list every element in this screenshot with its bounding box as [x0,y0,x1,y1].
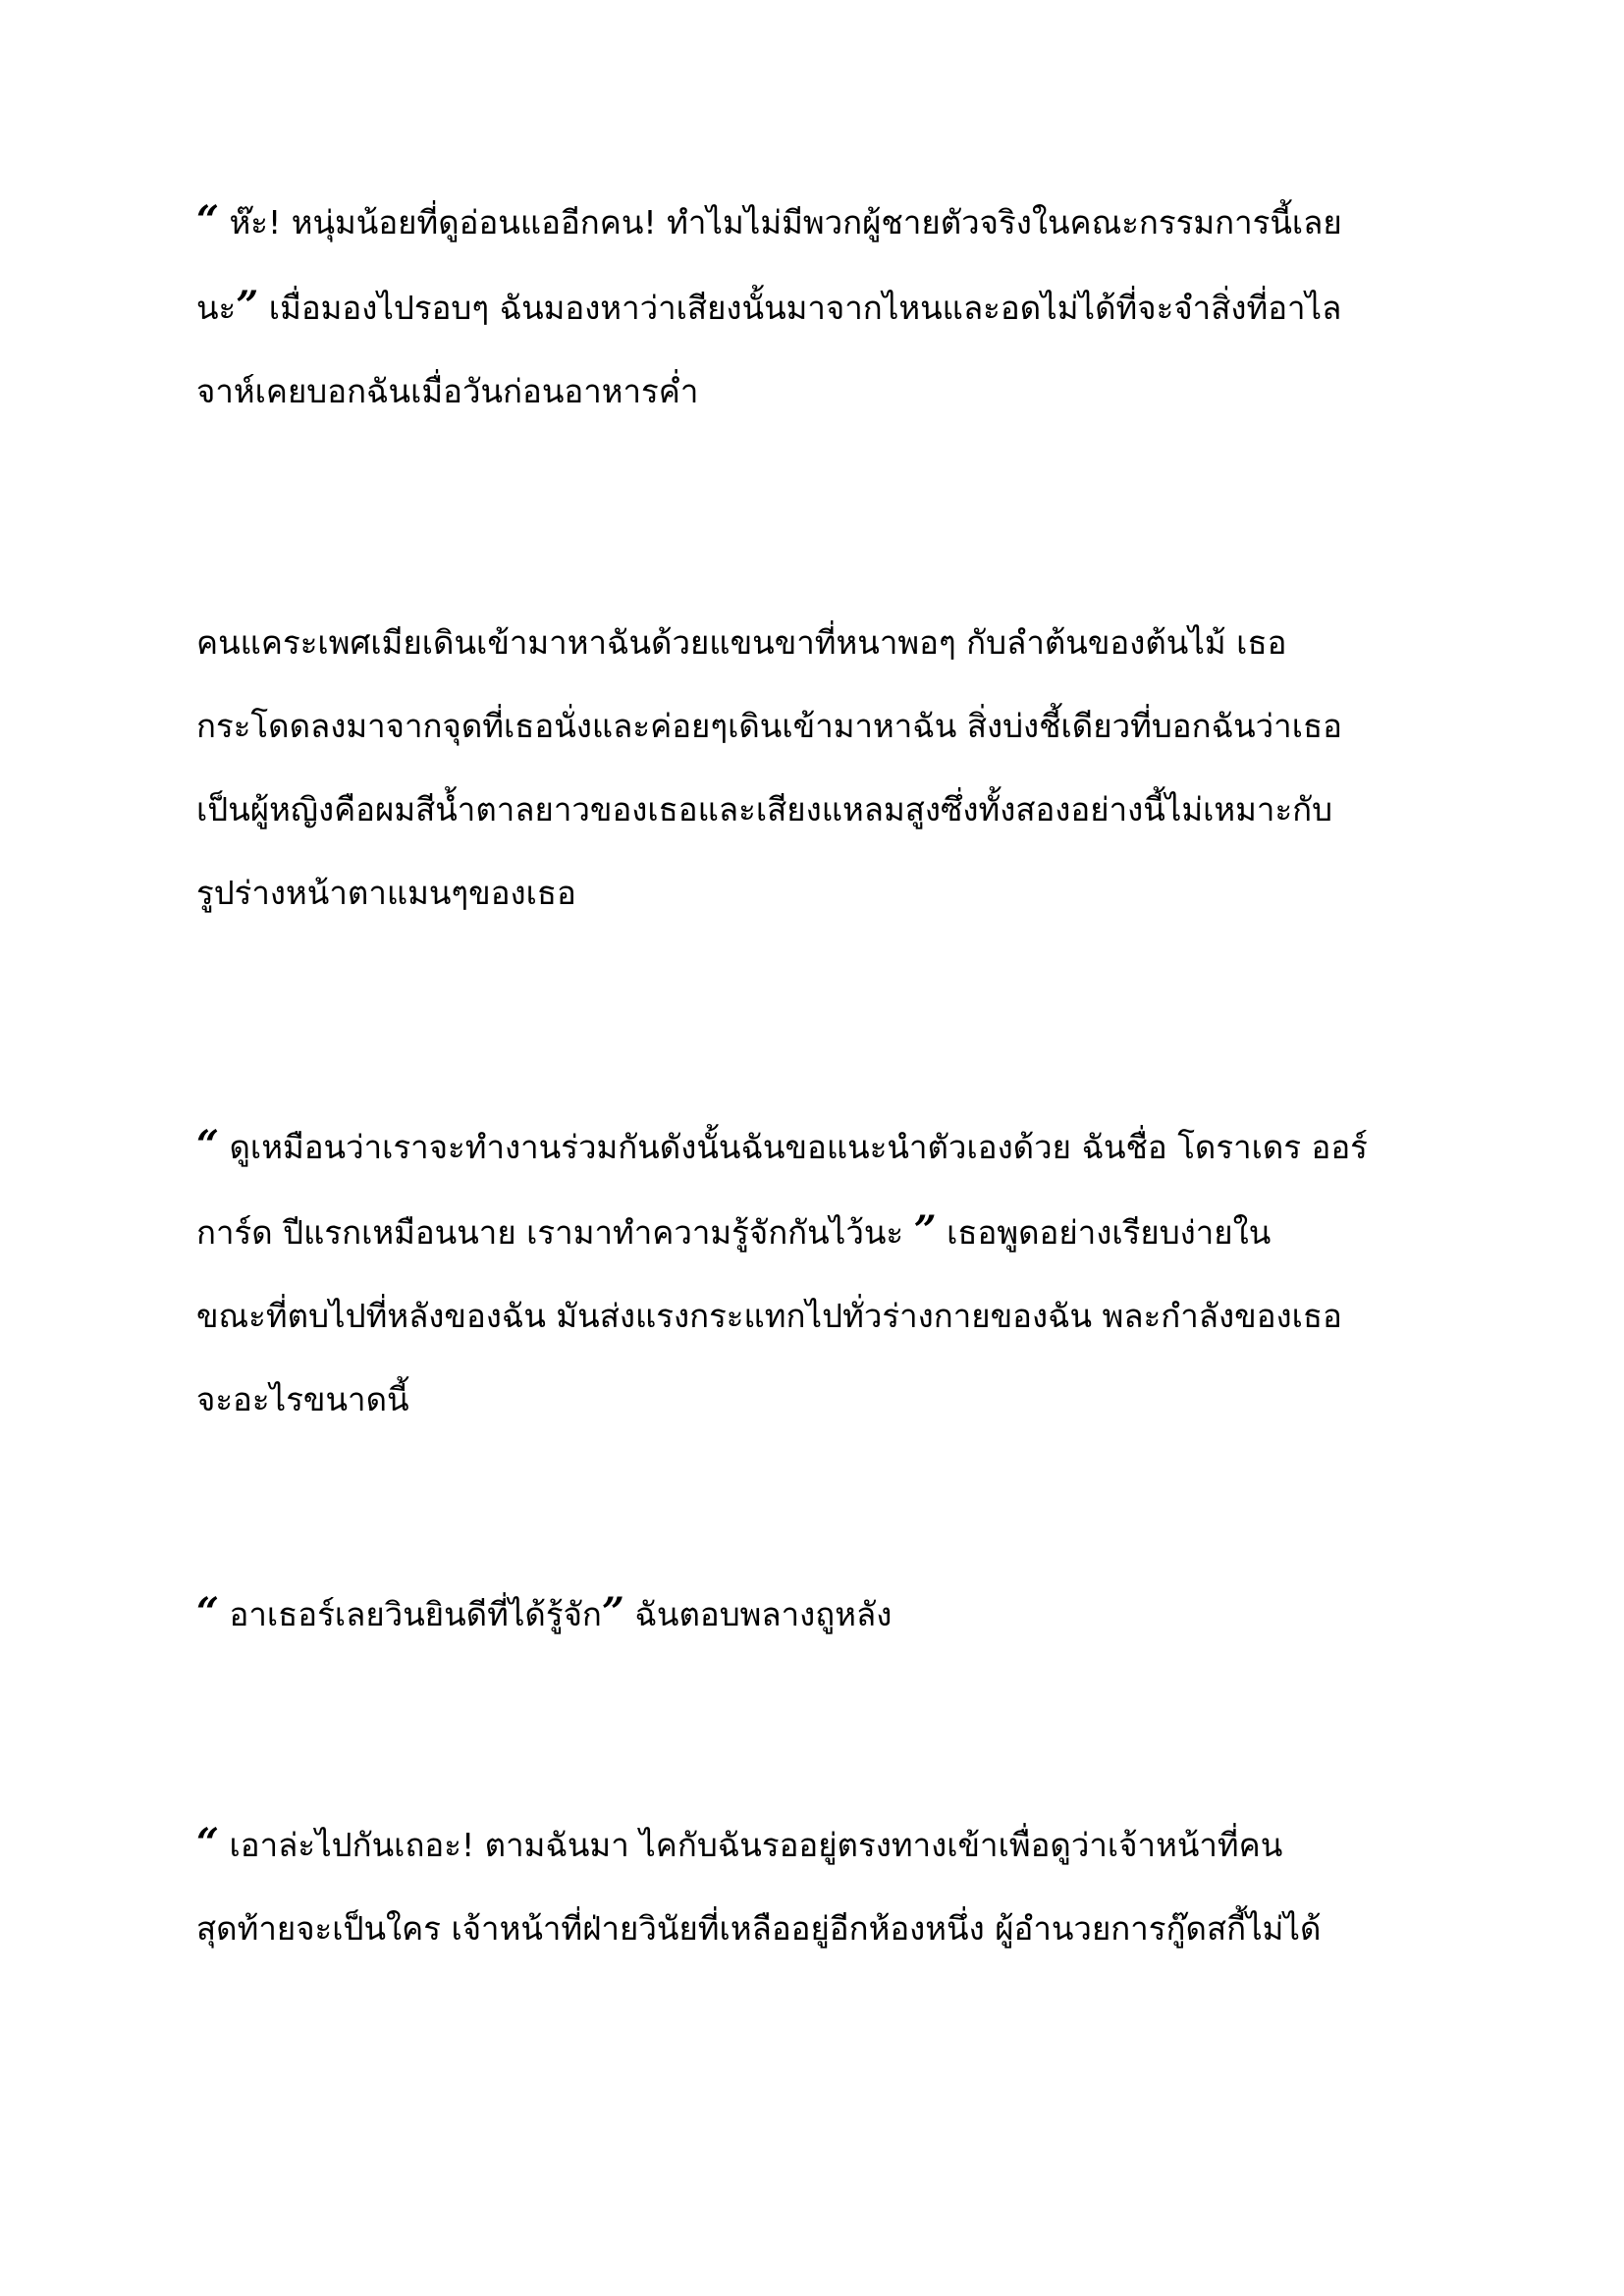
text-line [196,1801,1443,1887]
text-line [196,601,1443,684]
text-line [196,179,1443,264]
text-segment: สุดท้ายจะเป็นใคร เจ้าหน้าที่ฝ่ายวินัยที่เหลืออยู่อีกห้องหนึ่ง ผู้อำนวยการกู๊ดสกี้ไม่ได้ [196,1909,1322,1948]
text-line [196,684,1443,768]
text-segment: การ์ด ปีแรกเหมือนนาย เรามาทำความรู้จักกันไว้นะ [196,1213,914,1252]
text-segment: เอาล่ะไปกันเถอะ! ตามฉันมา ไคกับฉันรออยู่ตรงทางเข้าเพื่อดูว่าเจ้าหน้าที่คน [219,1826,1283,1864]
text-segment: เธอพูดอย่างเรียบง่ายใน [936,1213,1272,1252]
text-segment: อาเธอร์เลยวินยินดีที่ได้รู้จัก [219,1595,602,1633]
text-line [196,349,1443,433]
text-segment: ฉันตอบพลางถูหลัง [623,1595,893,1633]
text-segment: กระโดดลงมาจากจุดที่เธอนั่งและค่อยๆเดินเข้ามาหาฉัน สิ่งบ่งชี้เดียวที่บอกฉันว่าเธอ [196,707,1342,745]
text-segment: ดูเหมือนว่าเราจะทำงานร่วมกันดังนั้นฉันขอแนะนำตัวเองด้วย ฉันชื่อ โดราเดร ออร์ [219,1128,1368,1166]
paragraph-1 [196,179,1443,433]
quotation-mark: “ [196,1820,220,1866]
quotation-mark: “ [196,197,220,243]
quotation-mark: “ [196,1122,220,1168]
text-segment: จาห์เคยบอกฉันเมื่อวันก่อนอาหารค่ำ [196,372,699,410]
quotation-mark: ” [236,283,259,329]
text-segment: ขณะที่ตบไปที่หลังของฉัน มันส่งแรงกระแทกไปทั่วร่างกายของฉัน พละกำลังของเธอ [196,1297,1342,1335]
text-segment: เมื่อมองไปรอบๆ ฉันมองหาว่าเสียงนั้นมาจากไหนและอดไม่ได้ที่จะจำสิ่งที่อาไล [258,289,1342,327]
text-segment: ห๊ะ! หนุ่มน้อยที่ดูอ่อนแออีกคน! ทำไมไม่มีพวกผู้ชายตัวจริงในคณะกรรมการนี้เลย [219,203,1342,241]
text-line [196,1358,1443,1441]
paragraph-5 [196,1801,1443,1970]
text-line [196,1571,1443,1656]
paragraph-3 [196,1103,1443,1441]
text-line [196,1103,1443,1189]
quotation-mark: ” [913,1207,937,1254]
text-segment: รูปร่างหน้าตาแมนๆของเธอ [196,874,576,912]
paragraph-4 [196,1571,1443,1656]
quotation-mark: “ [196,1589,220,1635]
text-segment: คนแคระเพศเมียเดินเข้ามาหาฉันด้วยแขนขาที่หนาพอๆ กับลำต้นของต้นไม้ เธอ [196,623,1287,662]
text-line [196,264,1443,349]
text-line [196,768,1443,851]
text-segment: จะอะไรขนาดนี้ [196,1380,409,1418]
text-segment: นะ [196,289,237,327]
text-line [196,1189,1443,1274]
text-segment: เป็นผู้หญิงคือผมสีน้ำตาลยาวของเธอและเสียงแหลมสูงซึ่งทั้งสองอย่างนี้ไม่เหมาะกับ [196,790,1333,828]
text-line [196,1274,1443,1358]
paragraph-2 [196,601,1443,934]
text-line [196,1887,1443,1970]
text-line [196,851,1443,934]
quotation-mark: ” [601,1589,624,1635]
